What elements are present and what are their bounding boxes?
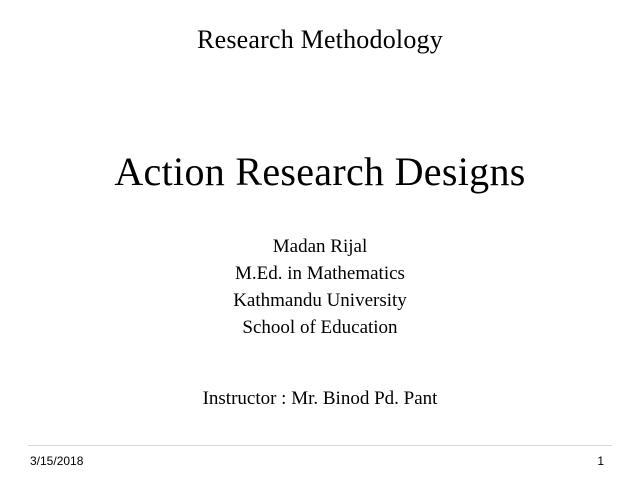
footer-page-number: 1: [597, 454, 604, 468]
footer-divider: [28, 445, 612, 446]
instructor-line: Instructor : Mr. Binod Pd. Pant: [202, 388, 438, 409]
slide-title: Action Research Designs: [114, 149, 526, 194]
author-school: School of Education: [242, 316, 398, 338]
author-block: [0, 234, 640, 342]
author-name: Madan Rijal: [272, 236, 368, 257]
author-university: Kathmandu University: [233, 289, 407, 311]
author-program: M.Ed. in Mathematics: [235, 262, 405, 284]
footer-date: 3/15/2018: [30, 454, 84, 468]
slide-kicker: Research Methodology: [197, 25, 443, 54]
